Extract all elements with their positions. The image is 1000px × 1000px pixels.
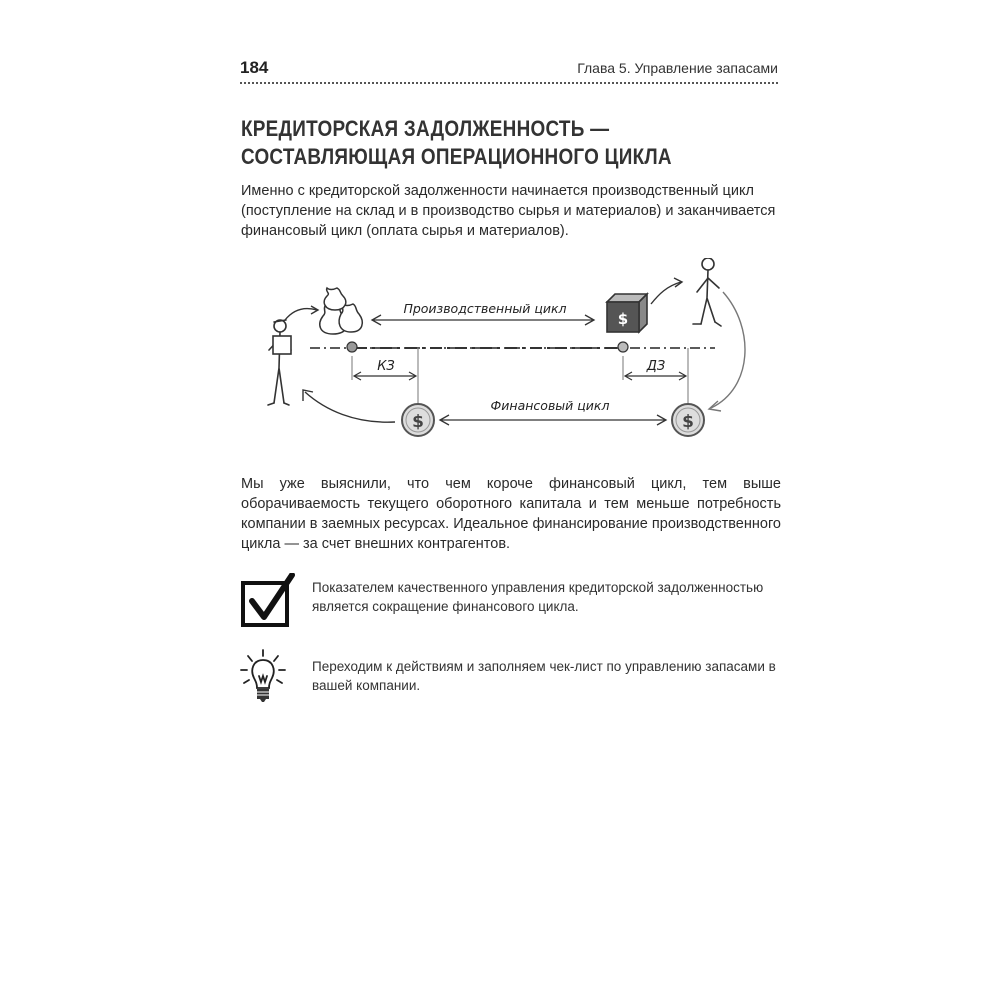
supplier-figure-icon (268, 320, 291, 405)
timeline-point-start (347, 342, 357, 352)
kz-label: КЗ (377, 359, 395, 374)
financial-cycle-label: Финансовый цикл (490, 398, 610, 413)
receipt-coin-symbol: $ (682, 412, 694, 432)
dz-label: ДЗ (646, 359, 666, 374)
money-bags-icon (320, 288, 362, 334)
checkbox-icon (240, 573, 296, 629)
lightbulb-icon (238, 648, 288, 704)
arrow-coin-to-supplier (305, 392, 395, 422)
header-divider (240, 82, 778, 84)
box-dollar-sign: $ (617, 310, 629, 328)
running-head: Глава 5. Управление запасами (577, 60, 778, 76)
section-title-line-2: СОСТАВЛЯЮЩАЯ ОПЕРАЦИОННОГО ЦИКЛА (241, 144, 672, 169)
section-title-line-1: КРЕДИТОРСКАЯ ЗАДОЛЖЕННОСТЬ — (241, 116, 610, 141)
operating-cycle-diagram (255, 258, 755, 448)
intro-paragraph: Именно с кредиторской задолженности начинается производственный цикл (поступление на склад и в производство сырья и материалов) и заканчивается финансовый цикл (оплата сырья и материалов). (241, 183, 776, 239)
payment-coin-symbol: $ (412, 412, 424, 432)
production-cycle-label: Производственный цикл (403, 301, 567, 316)
indicator-note: Показателем качественного управления кредиторской задолженностью является сокращение финансового цикла. (312, 580, 764, 614)
arrow-to-bags (285, 308, 317, 320)
page-number: 184 (240, 58, 269, 77)
action-note: Переходим к действиям и заполняем чек-лист по управлению запасами в вашей компании. (312, 659, 776, 693)
section-title (241, 115, 705, 171)
body-paragraph: Мы уже выяснили, что чем короче финансовый цикл, тем выше оборачиваемость текущего оборотного капитала и тем меньше потребность компании в заемных ресурсах. Идеальное финансирование производственного цикла — за счет внешних контрагентов. (241, 476, 781, 552)
customer-figure-icon (693, 258, 721, 326)
timeline-point-end (618, 342, 628, 352)
arrow-customer-to-coin (711, 292, 745, 408)
